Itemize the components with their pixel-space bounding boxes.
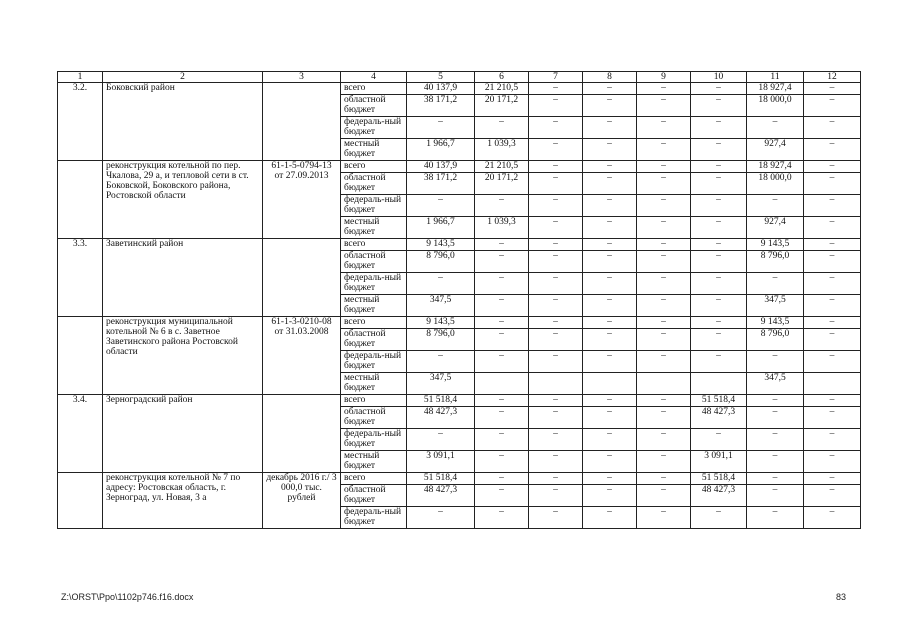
amount-cell: – xyxy=(475,195,529,217)
amount-cell: – xyxy=(804,351,861,373)
amount-cell: – xyxy=(637,217,691,239)
amount-cell: – xyxy=(637,295,691,317)
item-document xyxy=(263,83,341,161)
table-row xyxy=(58,239,861,251)
amount-cell: 40 137,9 xyxy=(407,83,475,95)
amount-cell: – xyxy=(475,295,529,317)
amount-cell: – xyxy=(804,273,861,295)
amount-cell: – xyxy=(804,173,861,195)
amount-cell: – xyxy=(637,95,691,117)
amount-cell: – xyxy=(475,351,529,373)
amount-cell: – xyxy=(475,329,529,351)
amount-cell: – xyxy=(475,485,529,507)
amount-cell: – xyxy=(804,429,861,451)
amount-cell: – xyxy=(583,451,637,473)
amount-cell: 1 966,7 xyxy=(407,139,475,161)
column-header: 8 xyxy=(583,72,637,83)
amount-cell: – xyxy=(583,217,637,239)
amount-cell: – xyxy=(529,295,583,317)
amount-cell: – xyxy=(529,161,583,173)
amount-cell: – xyxy=(529,451,583,473)
funding-source: областной бюджет xyxy=(341,329,407,351)
amount-cell: – xyxy=(637,273,691,295)
amount-cell: – xyxy=(747,273,804,295)
amount-cell: – xyxy=(747,473,804,485)
funding-source: всего xyxy=(341,161,407,173)
column-header: 2 xyxy=(103,72,263,83)
amount-cell: 18 000,0 xyxy=(747,173,804,195)
amount-cell: 9 143,5 xyxy=(747,239,804,251)
amount-cell: – xyxy=(583,317,637,329)
amount-cell: – xyxy=(804,329,861,351)
header-row xyxy=(58,72,861,83)
amount-cell: 347,5 xyxy=(407,373,475,395)
amount-cell: – xyxy=(583,273,637,295)
amount-cell: – xyxy=(583,83,637,95)
amount-cell: – xyxy=(529,139,583,161)
amount-cell: 51 518,4 xyxy=(407,473,475,485)
amount-cell: – xyxy=(529,317,583,329)
amount-cell: – xyxy=(475,473,529,485)
funding-source: местный бюджет xyxy=(341,217,407,239)
amount-cell: – xyxy=(529,473,583,485)
amount-cell: 48 427,3 xyxy=(691,485,747,507)
amount-cell: – xyxy=(637,429,691,451)
amount-cell: – xyxy=(475,239,529,251)
amount-cell xyxy=(475,373,529,395)
amount-cell: 18 927,4 xyxy=(747,161,804,173)
amount-cell: – xyxy=(691,329,747,351)
amount-cell: – xyxy=(475,407,529,429)
amount-cell: – xyxy=(475,429,529,451)
funding-source: местный бюджет xyxy=(341,295,407,317)
amount-cell: 1 039,3 xyxy=(475,139,529,161)
amount-cell: – xyxy=(804,95,861,117)
amount-cell: – xyxy=(637,251,691,273)
amount-cell: – xyxy=(691,217,747,239)
amount-cell: – xyxy=(804,407,861,429)
funding-source: областной бюджет xyxy=(341,407,407,429)
amount-cell: – xyxy=(529,395,583,407)
amount-cell: 21 210,5 xyxy=(475,83,529,95)
amount-cell: – xyxy=(583,239,637,251)
amount-cell: 1 966,7 xyxy=(407,217,475,239)
funding-source: федераль-ный бюджет xyxy=(341,507,407,529)
amount-cell: – xyxy=(804,507,861,529)
column-header: 5 xyxy=(407,72,475,83)
amount-cell: – xyxy=(475,251,529,273)
amount-cell: – xyxy=(583,161,637,173)
amount-cell: – xyxy=(583,395,637,407)
amount-cell: – xyxy=(475,317,529,329)
amount-cell: – xyxy=(804,395,861,407)
item-document xyxy=(263,239,341,317)
item-document: декабрь 2016 г./ 3 000,0 тыс. рублей xyxy=(263,473,341,529)
amount-cell: – xyxy=(747,117,804,139)
item-name: Зерноградский район xyxy=(103,395,263,473)
amount-cell: 8 796,0 xyxy=(747,251,804,273)
funding-source: всего xyxy=(341,83,407,95)
amount-cell: – xyxy=(529,329,583,351)
item-name: реконструкция муниципальной котельной № 6 в с. Заветное Заветинского района Ростовской области xyxy=(103,317,263,395)
amount-cell: – xyxy=(475,395,529,407)
amount-cell: – xyxy=(529,217,583,239)
funding-source: местный бюджет xyxy=(341,451,407,473)
amount-cell: 38 171,2 xyxy=(407,173,475,195)
amount-cell: 347,5 xyxy=(747,373,804,395)
amount-cell: – xyxy=(747,195,804,217)
amount-cell: – xyxy=(691,173,747,195)
amount-cell: – xyxy=(637,173,691,195)
item-document: 61-1-3-0210-08 от 31.03.2008 xyxy=(263,317,341,395)
amount-cell: 48 427,3 xyxy=(407,485,475,507)
table-row xyxy=(58,317,861,329)
amount-cell: 9 143,5 xyxy=(747,317,804,329)
amount-cell: – xyxy=(691,351,747,373)
funding-source: областной бюджет xyxy=(341,95,407,117)
column-header: 7 xyxy=(529,72,583,83)
table-row xyxy=(58,473,861,485)
item-number xyxy=(58,161,103,239)
amount-cell xyxy=(637,373,691,395)
amount-cell: – xyxy=(747,407,804,429)
funding-source: местный бюджет xyxy=(341,373,407,395)
amount-cell: – xyxy=(804,473,861,485)
amount-cell: – xyxy=(637,161,691,173)
amount-cell xyxy=(529,373,583,395)
amount-cell: – xyxy=(475,451,529,473)
amount-cell: – xyxy=(804,295,861,317)
amount-cell: – xyxy=(804,161,861,173)
amount-cell: – xyxy=(637,507,691,529)
amount-cell: – xyxy=(637,451,691,473)
document-sheet xyxy=(57,71,860,529)
column-header: 3 xyxy=(263,72,341,83)
amount-cell: 347,5 xyxy=(407,295,475,317)
amount-cell: – xyxy=(637,485,691,507)
funding-source: областной бюджет xyxy=(341,173,407,195)
item-name: Боковский район xyxy=(103,83,263,161)
amount-cell: – xyxy=(583,173,637,195)
amount-cell: 9 143,5 xyxy=(407,317,475,329)
amount-cell: – xyxy=(691,117,747,139)
amount-cell: – xyxy=(475,273,529,295)
amount-cell: – xyxy=(804,239,861,251)
amount-cell: – xyxy=(804,251,861,273)
amount-cell: – xyxy=(583,329,637,351)
amount-cell: – xyxy=(407,273,475,295)
amount-cell: – xyxy=(804,139,861,161)
amount-cell: – xyxy=(529,429,583,451)
funding-source: местный бюджет xyxy=(341,139,407,161)
amount-cell: – xyxy=(529,239,583,251)
funding-source: федераль-ный бюджет xyxy=(341,117,407,139)
amount-cell: 18 927,4 xyxy=(747,83,804,95)
amount-cell: – xyxy=(804,117,861,139)
amount-cell: – xyxy=(691,139,747,161)
funding-source: всего xyxy=(341,395,407,407)
amount-cell: 51 518,4 xyxy=(691,473,747,485)
amount-cell: 51 518,4 xyxy=(407,395,475,407)
amount-cell: – xyxy=(691,95,747,117)
amount-cell: – xyxy=(529,407,583,429)
amount-cell: – xyxy=(529,117,583,139)
amount-cell: – xyxy=(407,507,475,529)
item-name: реконструкция котельной по пер. Чкалова, 29 а, и тепловой сети в ст. Боковской, Боковского района, Ростовской области xyxy=(103,161,263,239)
table-row xyxy=(58,83,861,95)
amount-cell: – xyxy=(475,117,529,139)
amount-cell: – xyxy=(529,273,583,295)
funding-source: федераль-ный бюджет xyxy=(341,195,407,217)
amount-cell: – xyxy=(583,195,637,217)
amount-cell: – xyxy=(637,83,691,95)
amount-cell: – xyxy=(583,117,637,139)
item-number: 3.3. xyxy=(58,239,103,317)
amount-cell: – xyxy=(583,407,637,429)
column-header: 11 xyxy=(747,72,804,83)
amount-cell: – xyxy=(407,429,475,451)
amount-cell: – xyxy=(804,83,861,95)
file-path: Z:\ORST\Ppo\1102p746.f16.docx xyxy=(61,592,194,602)
amount-cell: – xyxy=(583,95,637,117)
amount-cell: – xyxy=(691,273,747,295)
amount-cell: 9 143,5 xyxy=(407,239,475,251)
amount-cell: – xyxy=(637,239,691,251)
table-row xyxy=(58,395,861,407)
amount-cell: – xyxy=(583,485,637,507)
column-header: 1 xyxy=(58,72,103,83)
item-name: реконструкция котельной № 7 по адресу: Ростовская область, г. Зерноград, ул. Новая, 3 а xyxy=(103,473,263,529)
amount-cell: – xyxy=(583,429,637,451)
amount-cell: 3 091,1 xyxy=(407,451,475,473)
amount-cell: – xyxy=(529,83,583,95)
amount-cell: – xyxy=(637,351,691,373)
amount-cell xyxy=(804,373,861,395)
amount-cell: – xyxy=(583,473,637,485)
amount-cell: – xyxy=(747,395,804,407)
amount-cell: – xyxy=(637,139,691,161)
column-header: 4 xyxy=(341,72,407,83)
amount-cell: – xyxy=(637,395,691,407)
page-number: 83 xyxy=(836,592,847,602)
funding-table xyxy=(57,71,861,529)
item-number: 3.2. xyxy=(58,83,103,161)
amount-cell: – xyxy=(691,295,747,317)
funding-source: всего xyxy=(341,473,407,485)
amount-cell: – xyxy=(804,451,861,473)
amount-cell: – xyxy=(583,139,637,161)
amount-cell: – xyxy=(475,507,529,529)
amount-cell: – xyxy=(747,485,804,507)
amount-cell: – xyxy=(637,195,691,217)
amount-cell: – xyxy=(691,83,747,95)
amount-cell xyxy=(691,373,747,395)
funding-source: всего xyxy=(341,317,407,329)
amount-cell: 48 427,3 xyxy=(691,407,747,429)
amount-cell: 347,5 xyxy=(747,295,804,317)
amount-cell: 3 091,1 xyxy=(691,451,747,473)
funding-source: областной бюджет xyxy=(341,485,407,507)
amount-cell: – xyxy=(691,507,747,529)
amount-cell: – xyxy=(583,351,637,373)
amount-cell: – xyxy=(804,195,861,217)
amount-cell: – xyxy=(529,251,583,273)
amount-cell: 51 518,4 xyxy=(691,395,747,407)
column-header: 9 xyxy=(637,72,691,83)
funding-source: всего xyxy=(341,239,407,251)
funding-source: федераль-ный бюджет xyxy=(341,273,407,295)
amount-cell: – xyxy=(637,117,691,139)
amount-cell: – xyxy=(691,429,747,451)
amount-cell xyxy=(583,373,637,395)
item-number xyxy=(58,317,103,395)
amount-cell: 8 796,0 xyxy=(407,329,475,351)
amount-cell: – xyxy=(691,239,747,251)
table-row xyxy=(58,161,861,173)
amount-cell: – xyxy=(529,173,583,195)
item-number: 3.4. xyxy=(58,395,103,473)
amount-cell: – xyxy=(691,161,747,173)
amount-cell: – xyxy=(691,317,747,329)
amount-cell: – xyxy=(747,429,804,451)
amount-cell: – xyxy=(529,95,583,117)
item-number xyxy=(58,473,103,529)
amount-cell: – xyxy=(804,485,861,507)
amount-cell: 40 137,9 xyxy=(407,161,475,173)
column-header: 12 xyxy=(804,72,861,83)
amount-cell: – xyxy=(407,351,475,373)
column-header: 6 xyxy=(475,72,529,83)
amount-cell: 927,4 xyxy=(747,139,804,161)
amount-cell: – xyxy=(747,507,804,529)
amount-cell: 8 796,0 xyxy=(747,329,804,351)
amount-cell: – xyxy=(407,117,475,139)
amount-cell: 38 171,2 xyxy=(407,95,475,117)
amount-cell: – xyxy=(529,195,583,217)
amount-cell: 21 210,5 xyxy=(475,161,529,173)
amount-cell: – xyxy=(583,507,637,529)
amount-cell: 20 171,2 xyxy=(475,95,529,117)
amount-cell: – xyxy=(529,351,583,373)
amount-cell: – xyxy=(529,507,583,529)
funding-source: федераль-ный бюджет xyxy=(341,351,407,373)
funding-source: федераль-ный бюджет xyxy=(341,429,407,451)
amount-cell: 48 427,3 xyxy=(407,407,475,429)
amount-cell: – xyxy=(747,351,804,373)
amount-cell: – xyxy=(804,317,861,329)
column-header: 10 xyxy=(691,72,747,83)
amount-cell: 18 000,0 xyxy=(747,95,804,117)
amount-cell: – xyxy=(691,251,747,273)
amount-cell: 927,4 xyxy=(747,217,804,239)
amount-cell: 20 171,2 xyxy=(475,173,529,195)
amount-cell: – xyxy=(583,295,637,317)
item-document xyxy=(263,395,341,473)
amount-cell: 8 796,0 xyxy=(407,251,475,273)
amount-cell: – xyxy=(637,407,691,429)
funding-source: областной бюджет xyxy=(341,251,407,273)
amount-cell: – xyxy=(407,195,475,217)
amount-cell: 1 039,3 xyxy=(475,217,529,239)
amount-cell: – xyxy=(691,195,747,217)
item-name: Заветинский район xyxy=(103,239,263,317)
amount-cell: – xyxy=(529,485,583,507)
amount-cell: – xyxy=(637,473,691,485)
amount-cell: – xyxy=(747,451,804,473)
item-document: 61-1-5-0794-13 от 27.09.2013 xyxy=(263,161,341,239)
amount-cell: – xyxy=(804,217,861,239)
amount-cell: – xyxy=(637,329,691,351)
amount-cell: – xyxy=(583,251,637,273)
amount-cell: – xyxy=(637,317,691,329)
